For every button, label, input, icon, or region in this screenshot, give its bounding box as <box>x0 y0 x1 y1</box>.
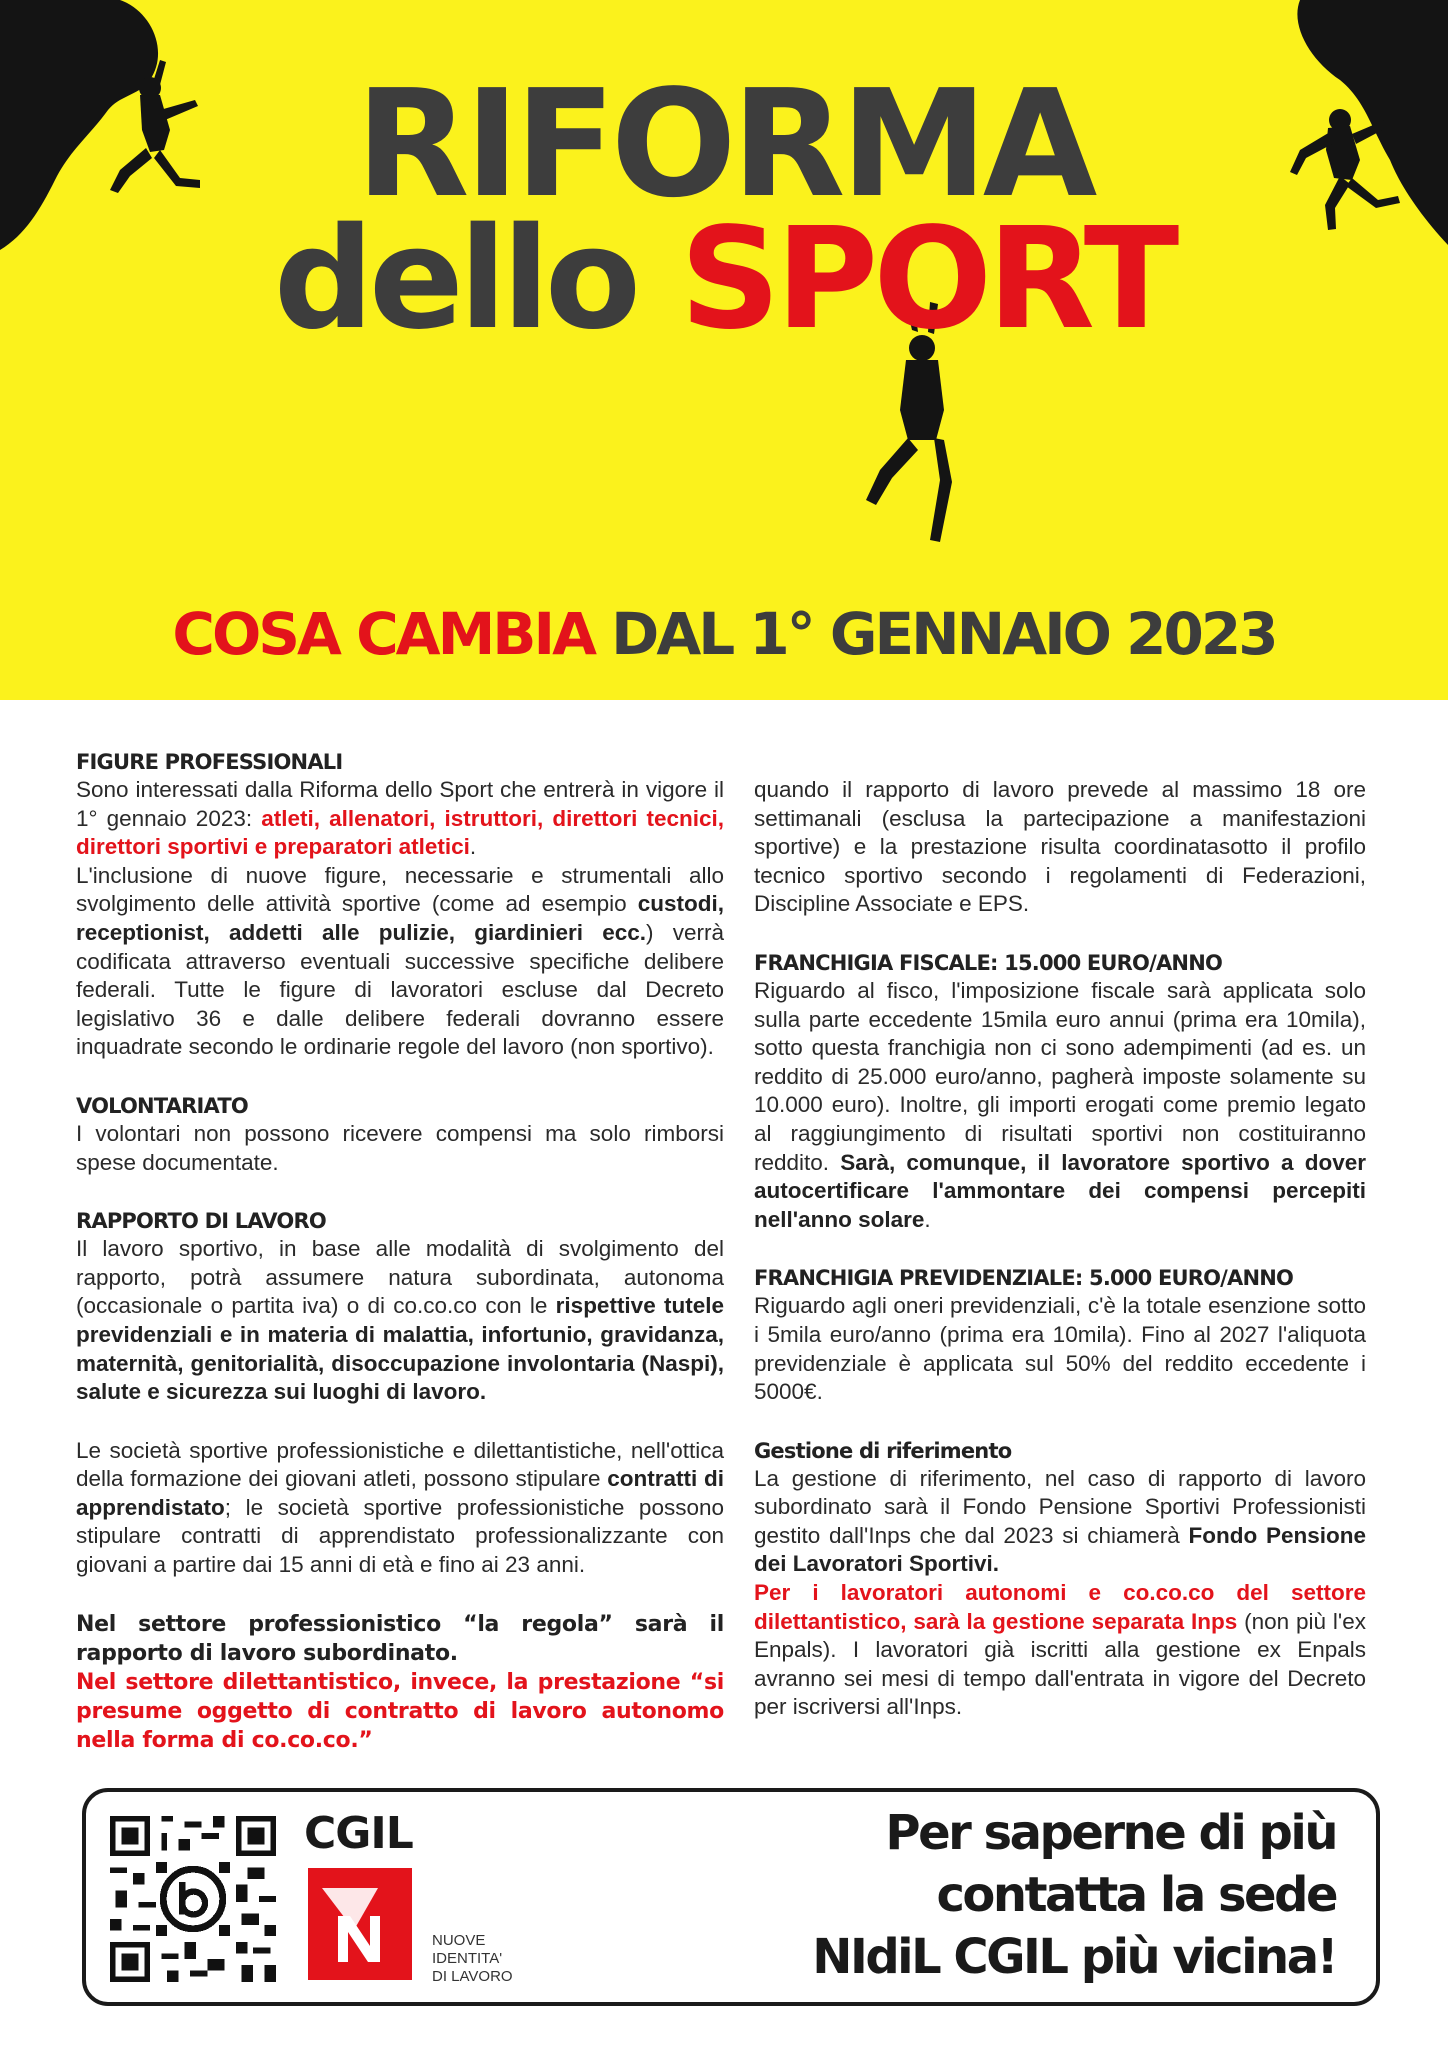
subtitle-dark: DAL 1° GENNAIO 2023 <box>611 600 1276 668</box>
heading-franchigia-fiscale: FRANCHIGIA FISCALE: 15.000 EURO/ANNO <box>754 950 1223 975</box>
right-column <box>754 776 1366 1722</box>
heading-rapporto-di-lavoro: RAPPORTO DI LAVORO <box>76 1209 326 1234</box>
previdenziale-paragraph: Riguardo agli oneri previdenziali, c'è la totale esenzione sotto i 5mila euro/anno (prima era 10mila). Fino al 2027 l'aliquota previdenziale è applicata sul 50% del reddito eccedente i 5000€. <box>754 1293 1366 1405</box>
rule-dilettantistico: Nel settore dilettantistico, invece, la prestazione “si presume oggetto di contratto di lavoro autonomo nella forma di co.co.co.” <box>76 1669 724 1753</box>
page-title-line2 <box>0 198 1448 361</box>
heading-figure-professionali: FIGURE PROFESSIONALI <box>76 750 343 774</box>
figure-paragraph-2: L'inclusione di nuove figure, necessarie e strumentali allo svolgimento delle attività sportive (come ad esempio custodi, receptionist, addetti alle pulizie, giardinieri ecc.) verrà codificata attraverso eventuali successive specifiche delibere federali. Tutte le figure di lavoratori escluse dal Decreto legislativo 36 e dalle delibere federali dovranno essere inquadrate secondo le ordinarie regole del lavoro (non sportivo). <box>76 862 724 1060</box>
footer-box <box>82 1788 1380 2006</box>
rule-professionistico: Nel settore professionistico “la regola” sarà il rapporto di lavoro subordinato. <box>76 1611 724 1666</box>
figure-paragraph-1: Sono interessati dalla Riforma dello Sport che entrerà in vigore il 1° gennaio 2023: atleti, allenatori, istruttori, direttori tecnici, direttori sportivi e preparatori atletici. <box>76 777 724 860</box>
cgil-brand: CGIL <box>304 1808 413 1859</box>
gestione-paragraph-1: La gestione di riferimento, nel caso di rapporto di lavoro subordinato sarà il Fondo Pensione Sportivi Professionisti gestito dall'Inps che dal 2023 si chiamerà Fondo Pensione dei Lavoratori Sportivi. <box>754 1465 1366 1577</box>
rapporto-continuation: quando il rapporto di lavoro prevede al massimo 18 ore settimanali (esclusa la partecipazione a manifestazioni sportive) e la prestazione risulta coordinatasotto il profilo tecnico sportivo secondo i regolamenti di Federazioni, Discipline Associate e EPS. <box>754 777 1366 917</box>
subtitle <box>0 600 1448 668</box>
heading-volontariato: VOLONTARIATO <box>76 1093 248 1118</box>
heading-gestione: Gestione di riferimento <box>754 1438 1012 1463</box>
hero-banner <box>0 0 1448 700</box>
rapporto-paragraph-2: Le società sportive professionistiche e dilettantistiche, nell'ottica della formazione dei giovani atleti, possono stipulare contratti di apprendistato; le società sportive professionistiche possono stipulare contratti di apprendistato professionalizzante con giovani a partire dai 15 anni di età e fino ai 23 anni. <box>76 1437 724 1578</box>
subtitle-red: COSA CAMBIA <box>172 600 594 668</box>
contact-call-to-action: Per saperne di più contatta la sede NIdiL CGIL più vicina! <box>812 1805 1336 1985</box>
title-word-dello: dello <box>273 198 637 361</box>
title-word-sport: SPORT <box>679 198 1175 361</box>
nidil-logo-icon <box>308 1868 412 1980</box>
qr-code-icon[interactable] <box>110 1816 276 1982</box>
rapporto-paragraph-1: Il lavoro sportivo, in base alle modalità di svolgimento del rapporto, potrà assumere natura subordinata, autonoma (occasionale o partita iva) o di co.co.co con le rispettive tutele previdenziali e in materia di malattia, infortunio, gravidanza, maternità, genitorialità, disoccupazione involontaria (Naspi), salute e sicurezza sui luoghi di lavoro. <box>76 1236 724 1405</box>
nidil-tagline: NUOVE IDENTITA' DI LAVORO <box>432 1932 513 1985</box>
fiscale-paragraph: Riguardo al fisco, l'imposizione fiscale sarà applicata solo sulla parte eccedente 15mila euro annui (prima era 10mila), sotto questa franchigia non ci sono adempimenti (ad es. un reddito di 25.000 euro/anno, pagherà imposte solamente su 10.000 euro). Inoltre, gli importi erogati come premio legato al raggiungimento di risultati sportivi non costituiranno reddito. Sarà, comunque, il lavoratore sportivo a dover autocertificare l'ammontare dei compensi percepiti nell'anno solare. <box>754 977 1366 1232</box>
page-title: RIFORMA <box>355 58 1093 230</box>
left-column <box>76 748 724 1755</box>
volontariato-paragraph: I volontari non possono ricevere compensi ma solo rimborsi spese documentate. <box>76 1120 724 1175</box>
gestione-paragraph-2: Per i lavoratori autonomi e co.co.co del settore dilettantistico, sarà la gestione separata Inps (non più l'ex Enpals). I lavoratori già iscritti alla gestione ex Enpals avranno sei mesi di tempo dall'entrata in vigore del Decreto per iscriversi all'Inps. <box>754 1580 1366 1720</box>
heading-franchigia-previdenziale: FRANCHIGIA PREVIDENZIALE: 5.000 EURO/ANNO <box>754 1266 1294 1291</box>
